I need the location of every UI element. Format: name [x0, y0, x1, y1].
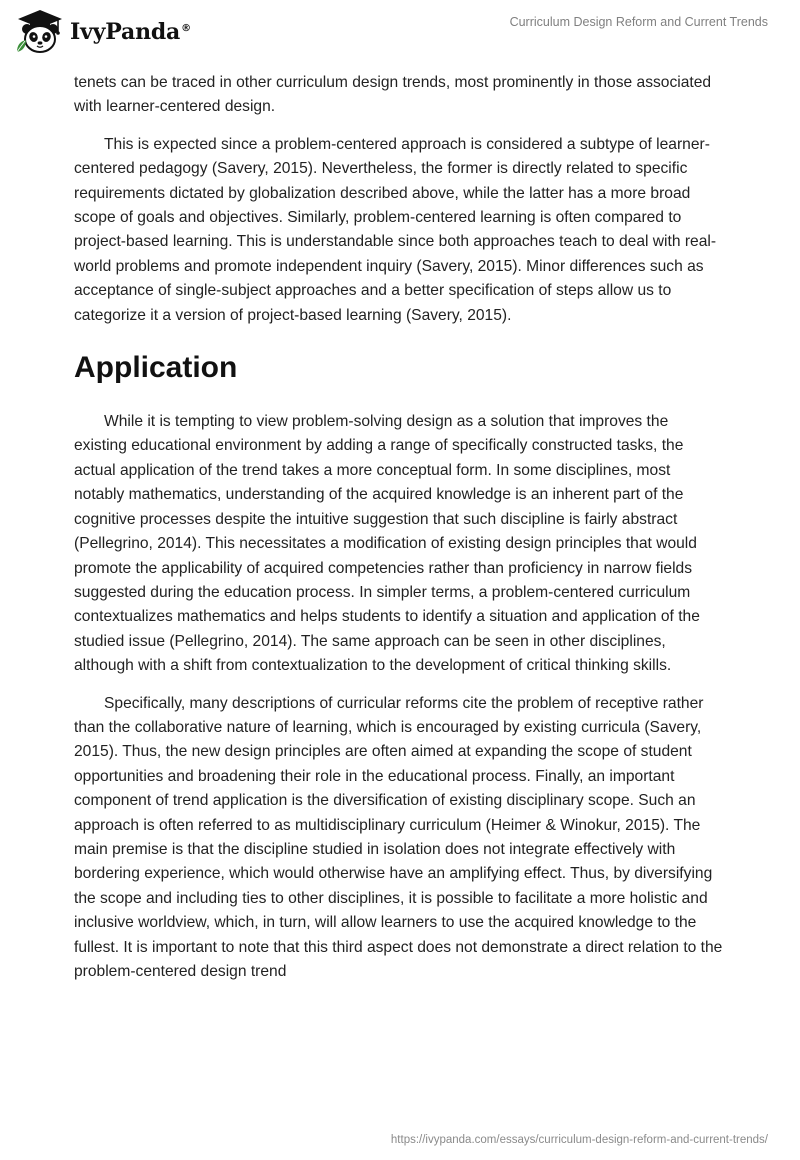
- section-heading-application: Application: [74, 351, 238, 385]
- paragraph: Specifically, many descriptions of curricular reforms cite the problem of receptive rather than the collaborative nature of learning, which is encouraged by existing curricula (Savery, 2015). Thus, the new design principles are often aimed at expanding the scope of student opportunities and broadening their role in the educational process. Finally, an important component of trend application is the diversification of existing disciplinary scope. Such an approach is often referred to as multidisciplinary curriculum (Heimer & Winokur, 2015). The main premise is that the discipline studied in isolation does not integrate effectively with bordering experience, which would otherwise have an amplifying effect. Thus, by diversifying the scope and including ties to other disciplines, it is possible to facilitate a more holistic and inclusive worldview, which, in turn, will allow learners to use the acquired knowledge to the fullest. It is important to note that this third aspect does not demonstrate a direct relation to the problem-centered design trend: [74, 694, 723, 980]
- panda-graduate-icon: [14, 8, 66, 56]
- article-body: [74, 71, 724, 984]
- brand-logo[interactable]: [14, 8, 191, 56]
- paragraph: This is expected since a problem-centered approach is considered a subtype of learner-centered pedagogy (Savery, 2015). Nevertheless, the former is directly related to specific requirements dictated by globalization described above, while the latter has a more broad scope of goals and objectives. Similarly, problem-centered learning is often compared to project-based learning. This is understandable since both approaches teach to deal with real-world problems and promote independent inquiry (Savery, 2015). Minor differences such as acceptance of single-subject approaches and a better specification of steps allow us to categorize it a version of project-based learning (Savery, 2015).: [74, 135, 717, 324]
- brand-name: IvyPanda®: [70, 19, 191, 45]
- source-url[interactable]: https://ivypanda.com/essays/curriculum-design-reform-and-current-trends/: [390, 1134, 768, 1146]
- paragraph-continuation: tenets can be traced in other curriculum design trends, most prominently in those associated with learner-centered design.: [74, 74, 712, 116]
- paragraph: While it is tempting to view problem-solving design as a solution that improves the existing educational environment by adding a range of specifically constructed tasks, the actual application of the trend takes a more conceptual form. In some disciplines, most notably mathematics, understanding of the acquired knowledge is an inherent part of the cognitive processes despite the intuitive suggestion that such discipline is fairly abstract (Pellegrino, 2014). This necessitates a modification of existing design principles that would promote the applicability of acquired competencies rather than proficiency in narrow fields suggested during the education process. In simpler terms, a problem-centered curriculum contextualizes mathematics and helps students to identify a situation and application of the studied issue (Pellegrino, 2014). The same approach can be seen in other disciplines, although with a shift from contextualization to the development of critical thinking skills.: [74, 413, 700, 675]
- registered-mark: ®: [181, 22, 191, 34]
- page-header: [0, 0, 800, 66]
- document-title: Curriculum Design Reform and Current Trends: [509, 15, 768, 29]
